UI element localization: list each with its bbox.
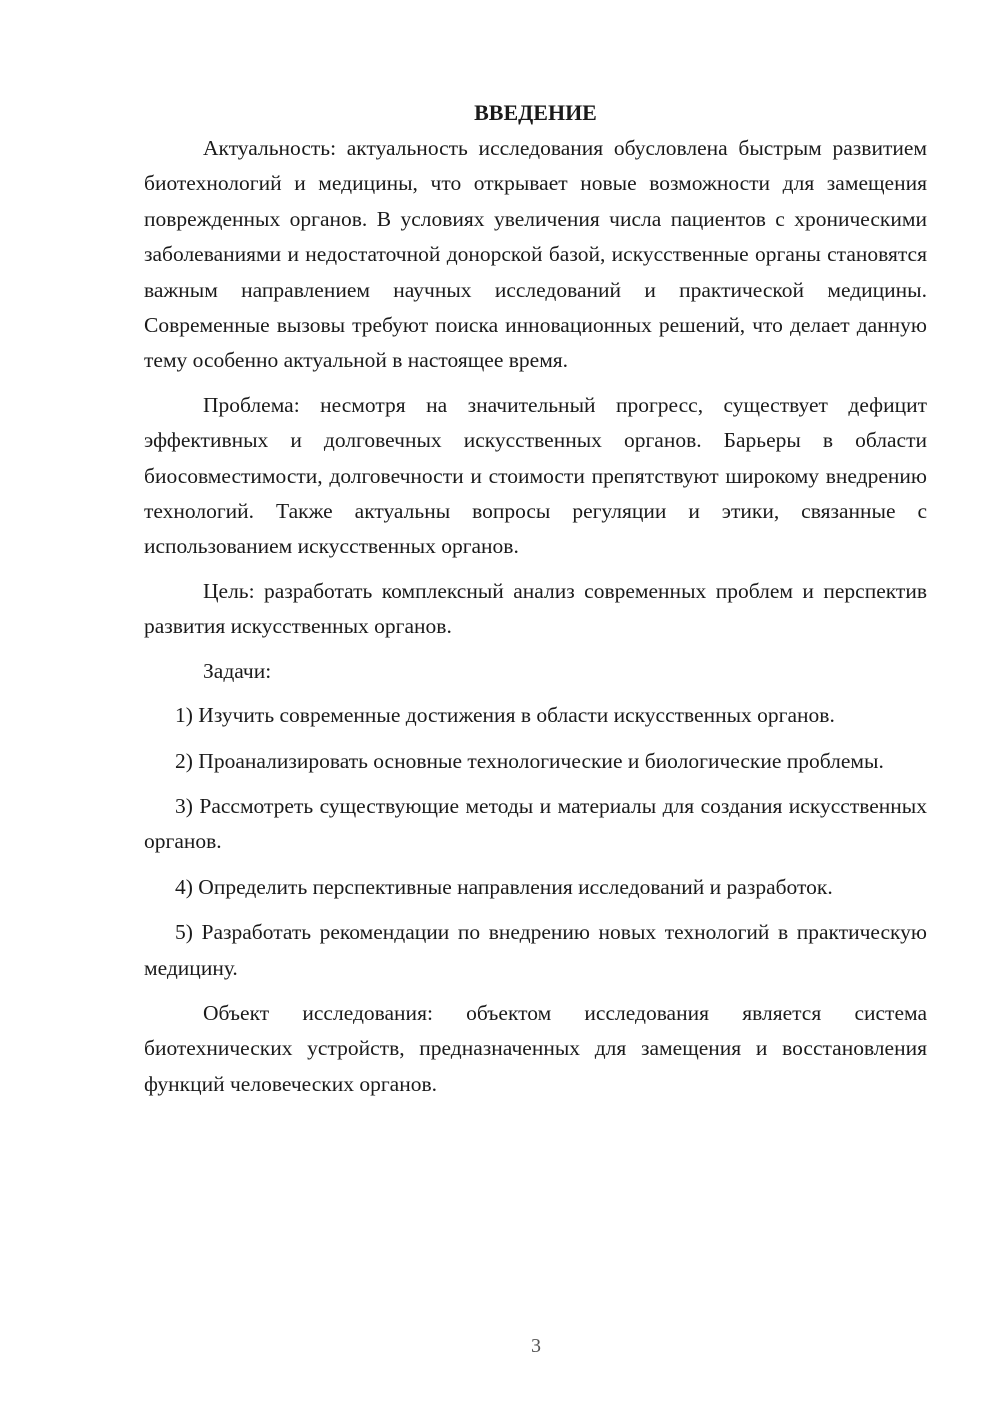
page-number: 3 <box>531 1335 541 1357</box>
task-item <box>144 870 927 905</box>
task-number: 1) <box>175 703 193 728</box>
task-item <box>144 915 927 986</box>
task-number: 5) <box>175 920 193 945</box>
task-number: 4) <box>175 874 193 899</box>
task-item <box>144 789 927 860</box>
task-text: Проанализировать основные технологические и биологические проблемы. <box>198 748 884 773</box>
task-text: Определить перспективные направления исследований и разработок. <box>198 874 833 899</box>
task-text: Разработать рекомендации по внедрению новых технологий в практическую медицину. <box>144 920 927 980</box>
problem-paragraph: Проблема: несмотря на значительный прогресс, существует дефицит эффективных и долговечных искусственных органов. Барьеры в области биосовместимости, долговечности и стоимости препятствуют широкому внедрению технологий. Также актуальны вопросы регуляции и этики, связанные с использованием искусственных органов. <box>144 392 927 559</box>
relevance-paragraph: Актуальность: актуальность исследования обусловлена быстрым развитием биотехнологий и медицины, что открывает новые возможности для замещения поврежденных органов. В условиях увеличения числа пациентов с хроническими заболеваниями и недостаточной донорской базой, искусственные органы становятся важным направлением научных исследований и практической медицины. Современные вызовы требуют поиска инновационных решений, что делает данную тему особенно актуальной в настоящее время. <box>144 136 927 373</box>
goal-paragraph: Цель: разработать комплексный анализ современных проблем и перспектив развития искусственных органов. <box>144 578 927 639</box>
tasks-title: Задачи: <box>203 658 272 683</box>
task-item <box>144 698 927 733</box>
task-number: 2) <box>175 748 193 773</box>
task-number: 3) <box>175 793 193 818</box>
tasks-list <box>144 698 927 986</box>
task-text: Рассмотреть существующие методы и материалы для создания искусственных органов. <box>144 793 927 854</box>
task-item <box>144 744 927 779</box>
section-heading: ВВЕДЕНИЕ <box>474 100 597 125</box>
object-paragraph: Объект исследования: объектом исследования является система биотехнических устройств, предназначенных для замещения и восстановления функций человеческих органов. <box>144 1000 927 1096</box>
task-text: Изучить современные достижения в области искусственных органов. <box>198 703 835 728</box>
page-content <box>144 95 927 1111</box>
